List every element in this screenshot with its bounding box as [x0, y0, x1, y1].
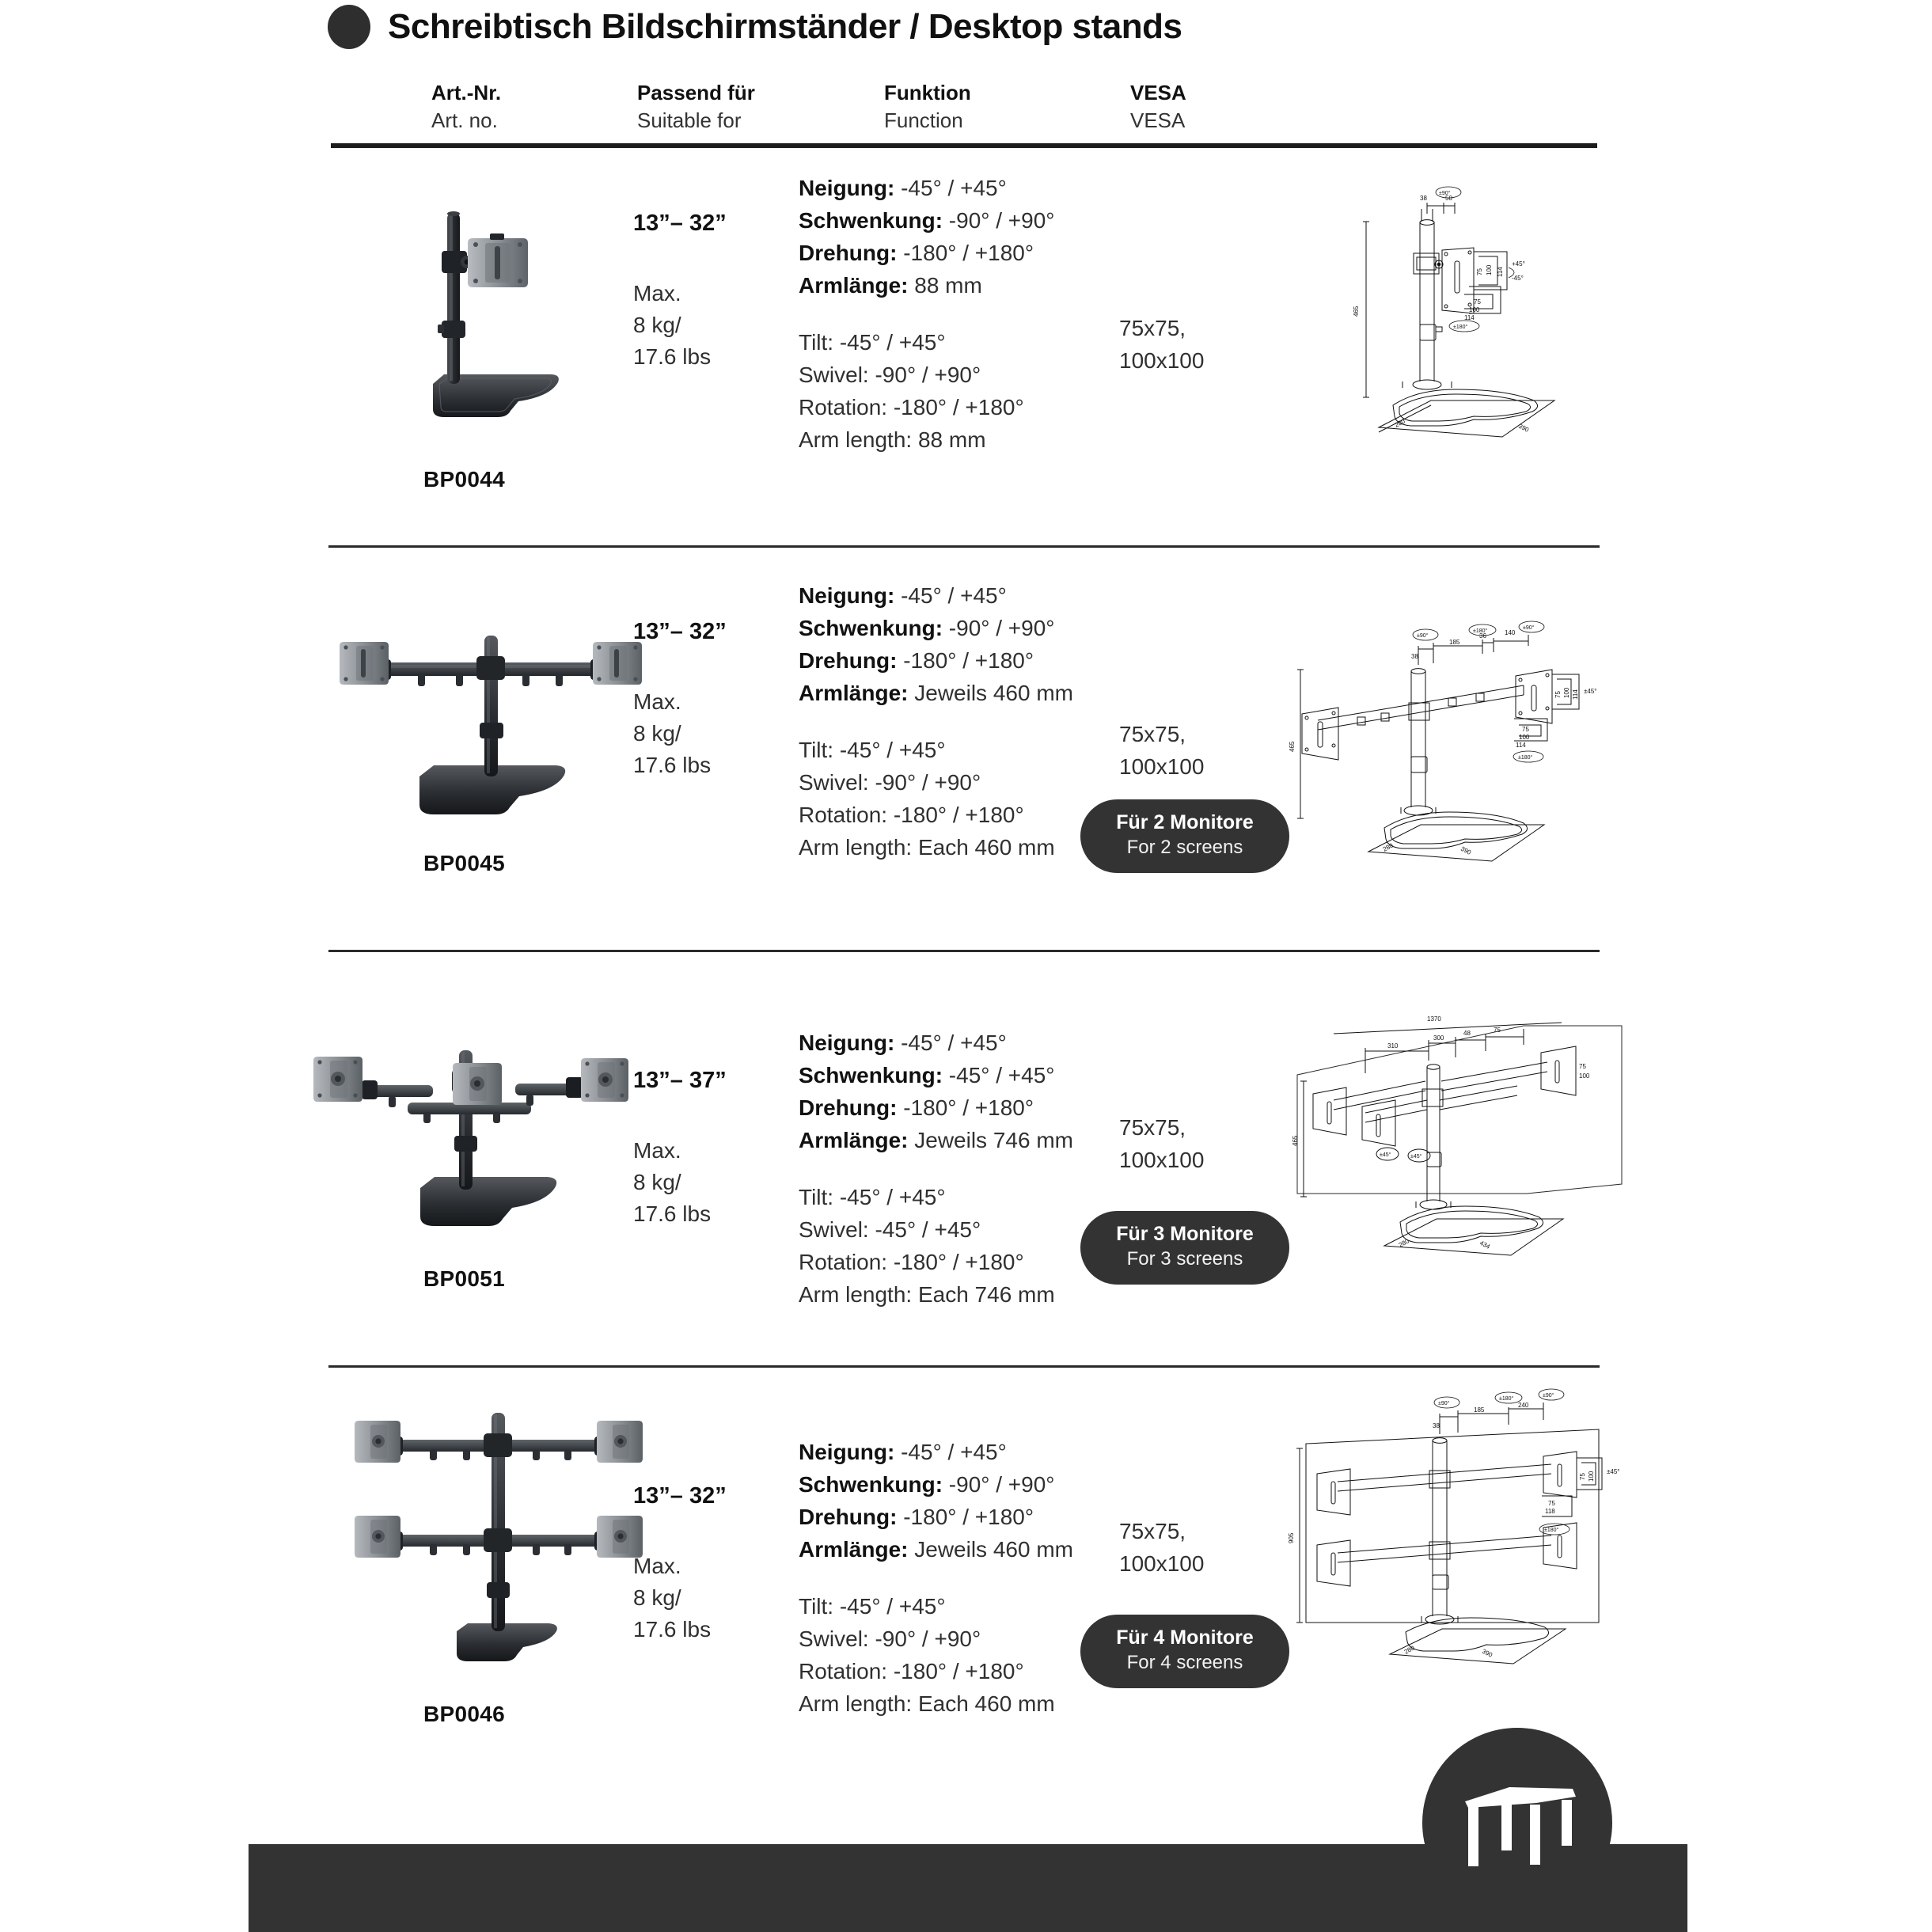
badge-label-en: For 4 screens [1126, 1651, 1243, 1673]
function-item-en: Rotation: -180° / +180° [799, 1658, 1024, 1683]
svg-text:+45°: +45° [1512, 260, 1525, 268]
svg-text:±45°: ±45° [1607, 1468, 1620, 1475]
product-size-range: 13”– 32” [633, 619, 727, 644]
function-item-de: Neigung: -45° / +45° [799, 1440, 1007, 1464]
dim-height: 465 [1353, 306, 1360, 317]
product-size-range: 13”– 37” [633, 1068, 727, 1093]
technical-drawing-bp0051 [1286, 1013, 1634, 1266]
header-rule [331, 143, 1597, 148]
product-size-range: 13”– 32” [633, 211, 727, 236]
product-function-list [799, 1436, 1073, 1720]
vesa-line: 75x75, [1119, 1115, 1186, 1140]
column-header-vesa [1130, 79, 1186, 135]
svg-text:-45°: -45° [1512, 275, 1524, 282]
svg-text:310: 310 [1387, 1042, 1399, 1050]
product-vesa [1119, 719, 1204, 783]
filled-circle-bullet-icon [328, 5, 370, 49]
svg-text:280: 280 [1397, 1237, 1410, 1249]
row-divider [328, 1365, 1600, 1368]
svg-text:114: 114 [1572, 689, 1579, 700]
svg-text:100: 100 [1469, 306, 1480, 313]
svg-text:100: 100 [1563, 687, 1570, 698]
product-row [0, 993, 1932, 1365]
svg-text:114: 114 [1497, 267, 1504, 277]
svg-text:390: 390 [1481, 1647, 1494, 1659]
svg-text:75: 75 [1554, 691, 1562, 698]
svg-text:±45°: ±45° [1380, 1152, 1391, 1158]
multi-monitor-badge [1080, 799, 1289, 873]
multi-monitor-badge [1080, 1615, 1289, 1688]
badge-label-en: For 3 screens [1126, 1247, 1243, 1270]
function-item-en: Tilt: -45° / +45° [799, 1593, 946, 1619]
svg-text:±180°: ±180° [1453, 325, 1468, 330]
product-max-kg: 8 kg/ [633, 1169, 681, 1194]
function-item-de: Armlänge: Jeweils 460 mm [799, 1537, 1073, 1562]
product-photo-bp0046 [332, 1393, 657, 1694]
svg-text:±45°: ±45° [1584, 688, 1597, 695]
svg-text:114: 114 [1516, 742, 1526, 749]
column-header-function-en: Function [884, 108, 963, 133]
svg-text:±180°: ±180° [1499, 1396, 1514, 1402]
svg-text:75: 75 [1474, 298, 1481, 306]
dim-offset-a: 38 [1420, 195, 1427, 202]
badge-label-de: Für 4 Monitore [1116, 1626, 1254, 1649]
function-item-de: Schwenkung: -90° / +90° [799, 208, 1055, 233]
product-photo-bp0051 [293, 1013, 665, 1251]
function-item-en: Swivel: -90° / +90° [799, 769, 981, 795]
function-item-en: Swivel: -45° / +45° [799, 1217, 981, 1242]
dim-offset-b: 50 [1445, 195, 1452, 202]
product-photo-bp0044 [388, 190, 594, 443]
svg-text:240: 240 [1518, 1402, 1529, 1409]
product-max-lbs: 17.6 lbs [633, 752, 712, 777]
row-divider [328, 950, 1600, 952]
product-max-kg: 8 kg/ [633, 720, 681, 746]
function-item-de: Drehung: -180° / +180° [799, 1095, 1034, 1121]
product-function-list [799, 172, 1055, 456]
function-item-en: Arm length: Each 746 mm [799, 1282, 1055, 1308]
vesa-line: 100x100 [1119, 1551, 1205, 1576]
function-item-en: Tilt: -45° / +45° [799, 737, 946, 762]
product-vesa [1119, 1112, 1204, 1176]
product-art-no: BP0045 [423, 851, 505, 875]
vesa-line: 75x75, [1119, 316, 1186, 340]
function-item-en: Tilt: -45° / +45° [799, 1184, 946, 1209]
svg-text:±90°: ±90° [1439, 191, 1451, 196]
function-list-spacer [799, 710, 1073, 734]
svg-text:±180°: ±180° [1544, 1528, 1559, 1533]
svg-text:±180°: ±180° [1473, 628, 1488, 634]
product-vesa [1119, 313, 1204, 377]
product-suitable-for [633, 207, 727, 372]
svg-text:465: 465 [1292, 1135, 1299, 1146]
svg-text:36: 36 [1479, 632, 1486, 640]
product-row [0, 583, 1932, 950]
function-item-en: Rotation: -180° / +180° [799, 394, 1024, 419]
vesa-line: 100x100 [1119, 1147, 1205, 1172]
function-item-en: Arm length: Each 460 mm [799, 835, 1055, 860]
svg-text:114: 114 [1464, 314, 1475, 321]
product-size-range: 13”– 32” [633, 1483, 727, 1509]
product-max-lbs: 17.6 lbs [633, 1201, 712, 1226]
svg-text:38: 38 [1411, 653, 1418, 660]
svg-text:100: 100 [1486, 264, 1493, 275]
product-row [0, 176, 1932, 546]
svg-text:185: 185 [1449, 639, 1460, 646]
svg-text:280: 280 [1403, 1644, 1416, 1656]
product-art-no: BP0046 [423, 1702, 505, 1726]
svg-text:185: 185 [1474, 1406, 1485, 1414]
column-header-function-de: Funktion [884, 81, 971, 104]
svg-text:390: 390 [1459, 845, 1473, 856]
svg-text:75: 75 [1548, 1500, 1555, 1507]
multi-monitor-badge [1080, 1211, 1289, 1285]
product-function-list [799, 579, 1073, 864]
function-item-en: Arm length: 88 mm [799, 427, 986, 453]
svg-text:75: 75 [1494, 1027, 1501, 1034]
svg-text:118: 118 [1545, 1508, 1555, 1515]
product-vesa [1119, 1516, 1204, 1580]
function-item-de: Armlänge: 88 mm [799, 273, 982, 298]
svg-text:±90°: ±90° [1417, 633, 1429, 639]
product-suitable-for [633, 616, 727, 780]
svg-text:75: 75 [1476, 268, 1483, 275]
technical-drawing-bp0044 [1338, 174, 1599, 443]
function-item-de: Schwenkung: -90° / +90° [799, 1472, 1055, 1497]
column-header-suitable-for-en: Suitable for [637, 108, 742, 133]
function-item-en: Rotation: -180° / +180° [799, 1249, 1024, 1274]
function-item-de: Neigung: -45° / +45° [799, 583, 1007, 608]
product-max-lbs: 17.6 lbs [633, 1616, 712, 1642]
svg-text:±90°: ±90° [1543, 1393, 1554, 1399]
product-art-no: BP0044 [423, 467, 505, 492]
function-list-spacer [799, 1566, 1073, 1590]
function-item-en: Rotation: -180° / +180° [799, 802, 1024, 827]
svg-text:280: 280 [1393, 417, 1406, 429]
vesa-line: 100x100 [1119, 347, 1205, 373]
svg-text:434: 434 [1478, 1239, 1492, 1251]
function-item-de: Neigung: -45° / +45° [799, 176, 1007, 200]
badge-label-en: For 2 screens [1126, 836, 1243, 858]
vesa-line: 75x75, [1119, 1519, 1186, 1543]
svg-text:300: 300 [1433, 1034, 1444, 1042]
product-max-label: Max. [633, 1554, 681, 1579]
svg-text:±90°: ±90° [1438, 1401, 1450, 1406]
svg-text:905: 905 [1288, 1532, 1295, 1543]
column-header-suitable-for [637, 79, 755, 135]
product-function-list [799, 1027, 1073, 1311]
product-photo-bp0045 [321, 602, 661, 831]
svg-text:100: 100 [1579, 1072, 1590, 1080]
function-item-en: Swivel: -90° / +90° [799, 1626, 981, 1651]
function-item-en: Tilt: -45° / +45° [799, 329, 946, 355]
function-item-de: Schwenkung: -45° / +45° [799, 1063, 1055, 1088]
function-list-spacer [799, 302, 1055, 326]
product-max-kg: 8 kg/ [633, 312, 681, 337]
function-item-de: Armlänge: Jeweils 746 mm [799, 1128, 1073, 1153]
page-title-row [328, 5, 1182, 49]
svg-text:±90°: ±90° [1523, 625, 1535, 631]
product-row [0, 1393, 1932, 1773]
product-art-no: BP0051 [423, 1266, 505, 1291]
svg-text:75: 75 [1579, 1473, 1586, 1480]
svg-text:465: 465 [1289, 741, 1296, 752]
svg-text:1370: 1370 [1427, 1015, 1441, 1023]
function-item-de: Neigung: -45° / +45° [799, 1031, 1007, 1055]
badge-label-de: Für 3 Monitore [1116, 1223, 1254, 1245]
desk-table-icon [1460, 1773, 1577, 1876]
function-list-spacer [799, 1157, 1073, 1181]
column-header-vesa-de: VESA [1130, 81, 1186, 104]
function-item-de: Drehung: -180° / +180° [799, 648, 1034, 674]
product-max-label: Max. [633, 689, 681, 715]
svg-text:48: 48 [1463, 1030, 1471, 1037]
product-max-kg: 8 kg/ [633, 1585, 681, 1610]
column-header-art-no [431, 79, 501, 135]
svg-text:280: 280 [1381, 841, 1395, 853]
function-item-en: Arm length: Each 460 mm [799, 1691, 1055, 1717]
row-divider [328, 545, 1600, 548]
product-suitable-for [633, 1480, 727, 1645]
svg-text:100: 100 [1588, 1471, 1595, 1482]
product-max-lbs: 17.6 lbs [633, 344, 712, 369]
svg-text:±180°: ±180° [1518, 755, 1533, 761]
technical-drawing-bp0046 [1282, 1385, 1630, 1670]
svg-text:390: 390 [1517, 422, 1531, 434]
vesa-line: 75x75, [1119, 722, 1186, 746]
svg-text:±45°: ±45° [1410, 1154, 1422, 1160]
function-item-de: Schwenkung: -90° / +90° [799, 616, 1055, 641]
badge-label-de: Für 2 Monitore [1116, 811, 1254, 833]
svg-text:140: 140 [1505, 629, 1516, 636]
product-max-label: Max. [633, 1138, 681, 1163]
column-header-art-no-de: Art.-Nr. [431, 81, 502, 104]
technical-drawing-bp0045 [1286, 609, 1626, 863]
function-item-de: Armlänge: Jeweils 460 mm [799, 681, 1073, 706]
svg-text:75: 75 [1579, 1063, 1586, 1070]
svg-text:100: 100 [1519, 734, 1530, 741]
page-title: Schreibtisch Bildschirmständer / Desktop stands [388, 7, 1182, 46]
function-item-en: Swivel: -90° / +90° [799, 362, 981, 387]
column-header-suitable-for-de: Passend für [637, 81, 755, 104]
product-suitable-for [633, 1065, 727, 1229]
product-max-label: Max. [633, 281, 681, 306]
column-header-vesa-en: VESA [1130, 108, 1186, 133]
svg-text:38: 38 [1433, 1422, 1440, 1429]
function-item-de: Drehung: -180° / +180° [799, 1505, 1034, 1530]
vesa-line: 100x100 [1119, 753, 1205, 779]
svg-text:75: 75 [1522, 726, 1529, 733]
function-item-de: Drehung: -180° / +180° [799, 241, 1034, 266]
column-header-function [884, 79, 971, 135]
column-header-art-no-en: Art. no. [431, 108, 498, 133]
